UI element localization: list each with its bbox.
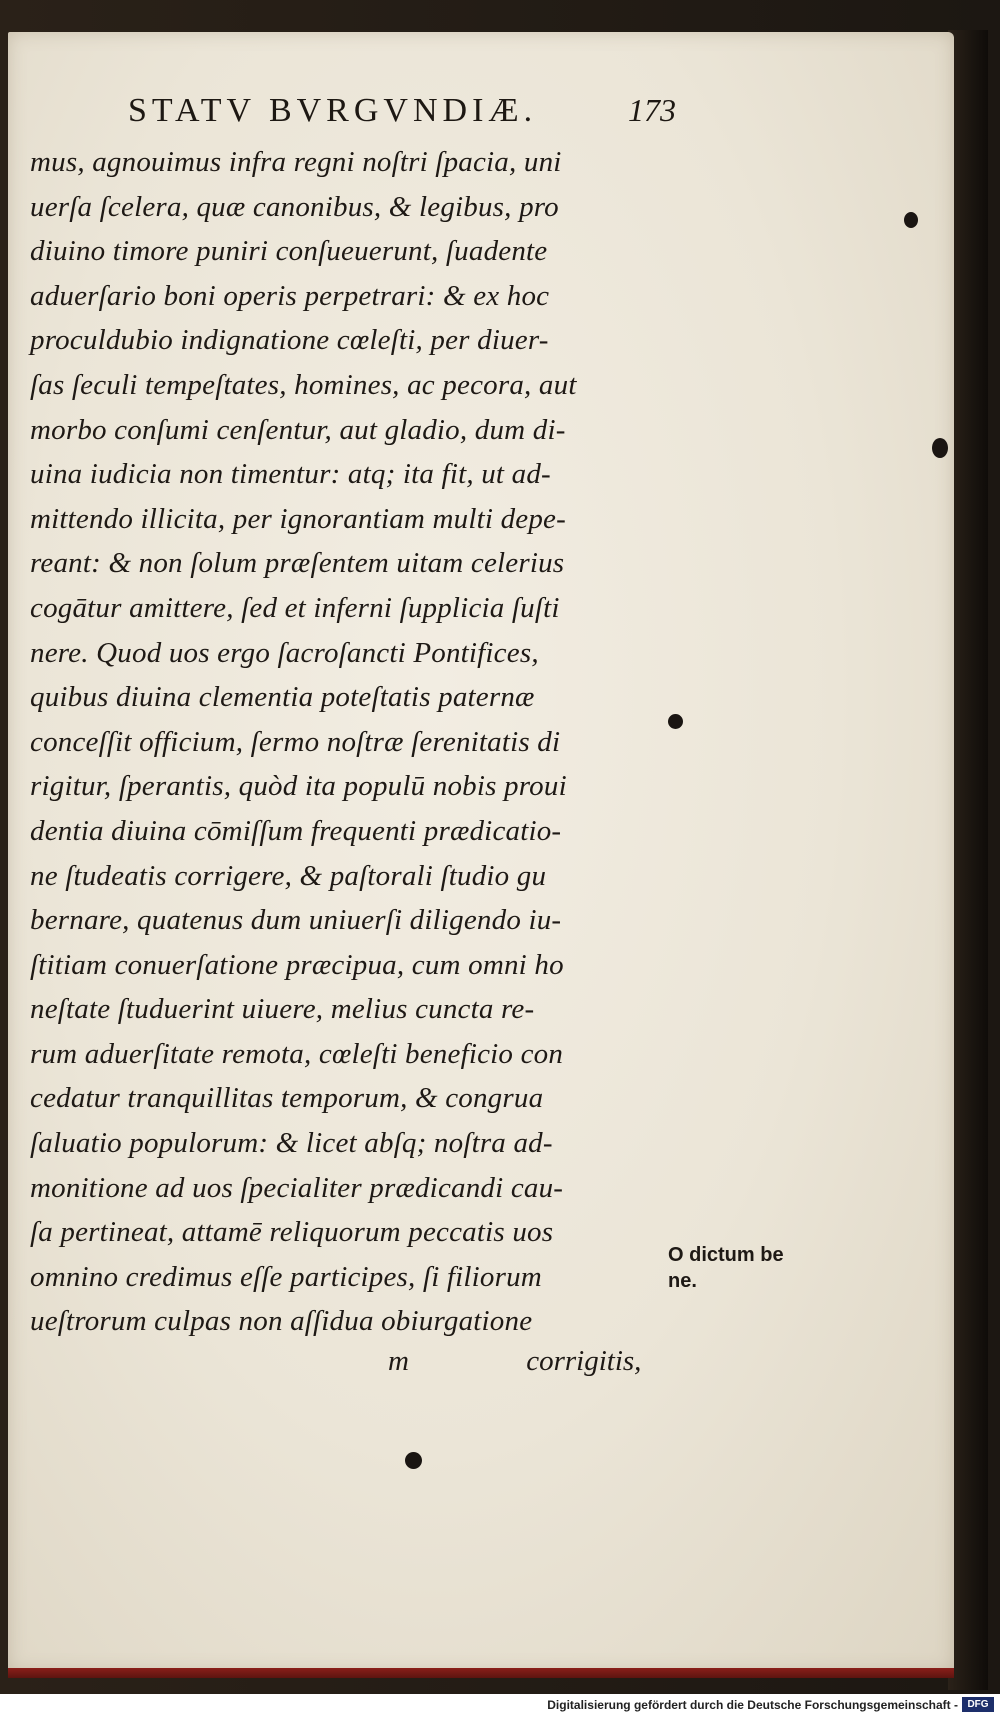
- text-line: uerſa ſcelera, quæ canonibus, & legibus, pro: [30, 190, 559, 223]
- text-line: ſas ſeculi tempeſtates, homines, ac pecora, aut: [30, 368, 577, 401]
- text-line: omnino credimus eſſe participes, ſi filiorum: [30, 1260, 542, 1293]
- paper-spot: [405, 1452, 422, 1469]
- digitization-credit: Digitalisierung gefördert durch die Deutsche Forschungsgemeinschaft -: [547, 1698, 958, 1712]
- text-line: morbo conſumi cenſentur, aut gladio, dum di-: [30, 413, 566, 446]
- page-number: 173: [628, 92, 676, 128]
- text-line: cedatur tranquillitas temporum, & congrua: [30, 1082, 544, 1115]
- signature-mark: m: [388, 1345, 409, 1377]
- text-line: neſtate ſtuduerint uiuere, melius cuncta re-: [30, 993, 535, 1026]
- text-line: mittendo illicita, per ignorantiam multi depe-: [30, 502, 566, 535]
- text-line: rigitur, ſperantis, quòd ita populū nobis proui: [30, 770, 567, 803]
- book-gutter-shadow: [948, 30, 988, 1690]
- paper-spot: [904, 212, 918, 228]
- signature-catchword-row: [388, 1345, 751, 1378]
- page-red-edge: [8, 1668, 954, 1678]
- margin-note-line-2: ne.: [668, 1270, 697, 1292]
- text-line: proculdubio indignatione cœleſti, per diuer-: [30, 324, 549, 357]
- text-line: uina iudicia non timentur: atq; ita fit, ut ad-: [30, 458, 551, 491]
- margin-note: [668, 1242, 784, 1294]
- dfg-logo: DFG: [962, 1697, 994, 1712]
- text-line: nere. Quod uos ergo ſacroſancti Pontifices,: [30, 636, 539, 669]
- margin-note-line-1: O dictum be: [668, 1244, 784, 1266]
- text-line: cogātur amittere, ſed et inferni ſupplicia ſuſti: [30, 591, 560, 624]
- text-line: bernare, quatenus dum uniuerſi diligendo iu-: [30, 904, 562, 937]
- text-line: monitione ad uos ſpecialiter prædicandi cau-: [30, 1171, 564, 1204]
- text-line: diuino timore puniri conſueuerunt, ſuadente: [30, 235, 548, 268]
- text-line: ueſtrorum culpas non aſſidua obiurgatione: [30, 1305, 533, 1338]
- paper-spot: [668, 714, 683, 729]
- text-line: dentia diuina cōmiſſum frequenti prædicatio-: [30, 814, 562, 847]
- catchword: corrigitis,: [526, 1345, 642, 1377]
- text-line: rum aduerſitate remota, cœleſti beneficio con: [30, 1037, 564, 1070]
- text-line: aduerſario boni operis perpetrari: & ex hoc: [30, 279, 550, 312]
- text-line: conceſſit officium, ſermo noſtræ ſerenitatis di: [30, 725, 561, 758]
- text-line: ſtitiam conuerſatione præcipua, cum omni ho: [30, 948, 564, 981]
- text-line: ſaluatio populorum: & licet abſq; noſtra ad-: [30, 1127, 553, 1160]
- paper-spot: [932, 438, 948, 458]
- body-text: [30, 140, 690, 1344]
- text-line: ſa pertineat, attamē reliquorum peccatis uos: [30, 1216, 554, 1249]
- text-line: mus, agnouimus infra regni noſtri ſpacia, uni: [30, 146, 562, 178]
- text-line: quibus diuina clementia poteſtatis paternæ: [30, 681, 535, 714]
- text-line: ne ſtudeatis corrigere, & paſtorali ſtudio gu: [30, 859, 547, 892]
- running-head: STATV BVRGVNDIÆ.: [128, 92, 538, 129]
- text-line: reant: & non ſolum præſentem uitam celerius: [30, 547, 565, 580]
